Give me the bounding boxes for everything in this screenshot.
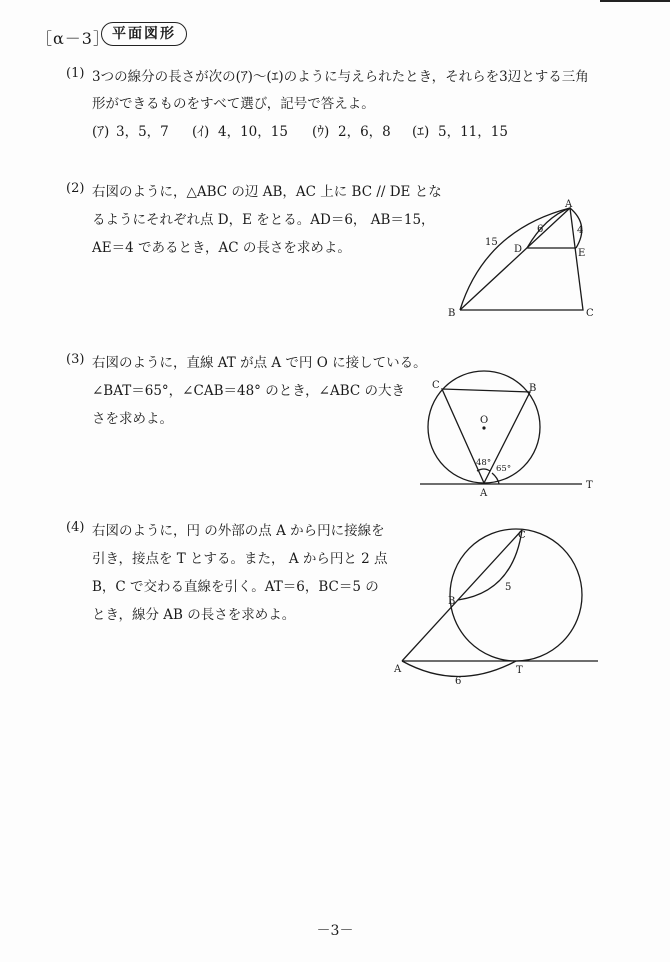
label-e: E [578,248,586,259]
label-c: C [586,308,594,319]
figure-triangle-parallel [440,195,610,325]
question-text-line: B，C で交わる直線を引く。AT＝6，BC＝5 の [92,579,379,595]
option-values: 5，11，15 [438,124,508,140]
question-text-line: 引き，接点を T とする。また， A から円と 2 点 [92,551,388,567]
figure-circle-tangent [410,370,605,500]
question-text-line: 右図のように，△ABC の辺 AB，AC 上に BC // DE とな [92,184,442,200]
question-text-line: ∠BAT＝65°，∠CAB＝48° のとき，∠ABC の大き [92,383,406,399]
center-point [482,426,485,429]
angle-label-cab: 48° [476,458,492,468]
label-a: A [480,488,488,499]
label-c: C [518,530,526,541]
label-b: B [529,383,537,394]
secant-line-abc [402,530,522,661]
length-bc: 5 [505,582,512,593]
question-text-line: さを求めよ。 [92,411,173,427]
question-text-line: 3つの線分の長さが次の(ｱ)～(ｴ)のように与えられたとき，それらを3辺とする三角 [92,69,589,85]
question-text-line: 右図のように，直線 AT が点 A で円 O に接している。 [92,355,427,371]
option-values: 4，10，15 [218,124,288,140]
page-number: －3－ [316,923,354,939]
label-c: C [432,380,440,391]
question-text-line: AE＝4 であるとき，AC の長さを求めよ。 [92,240,351,256]
question-number: (1) [66,66,85,81]
question-text-line: とき，線分 AB の長さを求めよ。 [92,607,296,623]
option-label: (ｴ) [412,124,430,140]
question-text-line: るようにそれぞれ点 D，E をとる。AD＝6， AB＝15， [92,212,435,228]
length-ab: 15 [485,237,498,248]
question-number: (4) [66,520,85,535]
angle-label-bat: 65° [496,464,512,474]
label-t: T [586,480,593,491]
triangle-abc [460,208,586,310]
angle-arc-cab [477,469,490,471]
option-label: (ｳ) [312,124,330,140]
topic-badge: 平面図形 [101,22,187,46]
option-values: 3，5，7 [116,124,169,140]
label-o: O [480,415,489,426]
question-number: (3) [66,352,85,367]
length-ae: 4 [577,225,584,236]
question-number: (2) [66,181,85,196]
label-a: A [565,199,573,210]
circle [450,529,582,661]
label-a: A [394,664,402,675]
option-values: 2，6，8 [338,124,391,140]
label-b: B [448,596,456,607]
section-tag: ［α－3］ [36,29,110,48]
figure-secant-tangent [388,522,603,692]
label-t: T [516,665,523,676]
label-d: D [514,244,523,255]
option-label: (ｲ) [192,124,210,140]
label-b: B [448,308,456,319]
length-ad: 6 [537,224,544,235]
option-label: (ｱ) [92,124,110,140]
question-text-line: 右図のように，円 の外部の点 A から円に接線を [92,523,385,539]
arc-at [402,661,516,677]
top-edge-mark [600,0,670,2]
length-at: 6 [455,676,462,687]
question-text-line: 形ができるものをすべて選び，記号で答えよ。 [92,96,375,112]
